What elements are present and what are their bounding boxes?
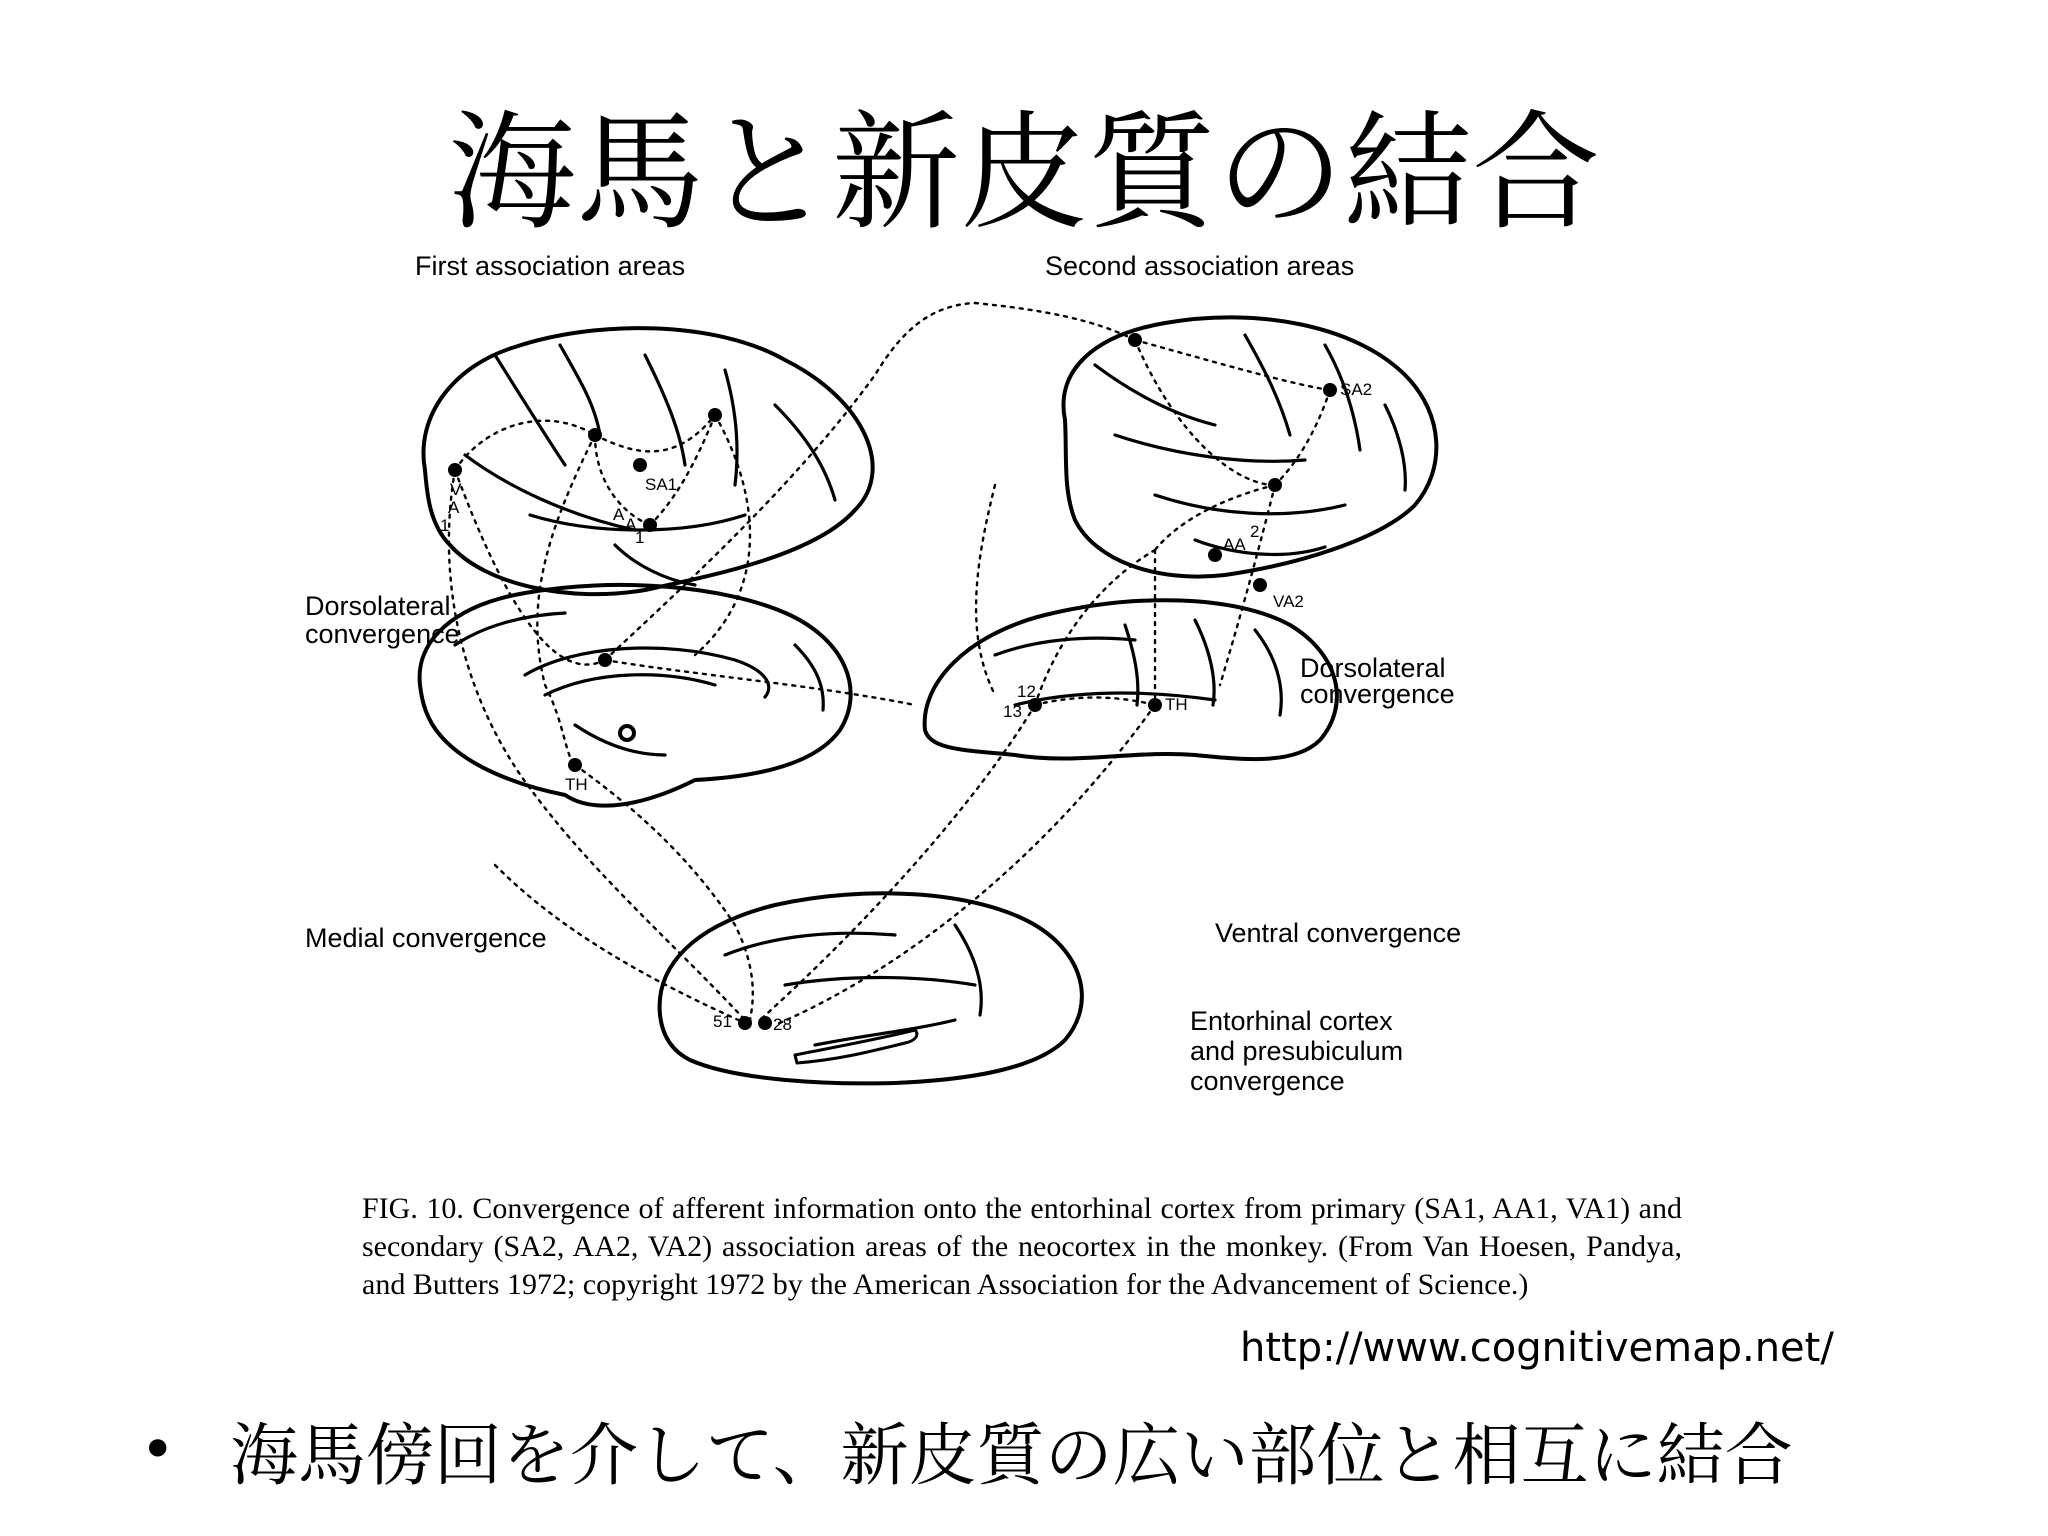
node-label-sa1: SA1: [645, 475, 678, 494]
label-dorsolateral-right-1: Dorsolateral: [1300, 653, 1446, 683]
node-label-51: 51: [713, 1012, 732, 1031]
label-dorsolateral-right-2: convergence: [1300, 679, 1455, 709]
label-entorhinal-3: convergence: [1190, 1066, 1345, 1096]
bullet-text: 海馬傍回を介して、新皮質の広い部位と相互に結合: [230, 1416, 1793, 1496]
node-label-12: 12: [1017, 682, 1036, 701]
node-label-va1-a: A: [448, 498, 460, 517]
brain-middle-right: [925, 600, 1337, 759]
label-first-association: First association areas: [415, 251, 686, 281]
bullet-item: [140, 1405, 1793, 1495]
bullet-icon: •: [140, 1415, 176, 1485]
label-entorhinal-2: and presubiculum: [1190, 1036, 1404, 1066]
slide-title: 海馬と新皮質の結合: [447, 99, 1600, 248]
node-label-th-right: TH: [1165, 695, 1188, 714]
node-label-aa2: AA: [1223, 535, 1246, 554]
node-label-13: 13: [1003, 702, 1022, 721]
label-second-association: Second association areas: [1045, 251, 1355, 281]
brain-diagram: [305, 251, 1685, 1150]
source-url: http://www.cognitivemap.net/: [1240, 1325, 1834, 1371]
node-label-28: 28: [773, 1015, 792, 1034]
node-label-aa2-sup: 2: [1250, 522, 1260, 541]
node-label-aa1-1: 1: [635, 528, 645, 547]
label-entorhinal-1: Entorhinal cortex: [1190, 1006, 1393, 1036]
node-label-aa1-a2: A: [625, 515, 637, 534]
label-dorsolateral-left-2: convergence: [305, 619, 460, 649]
figure-caption: FIG. 10. Convergence of afferent information onto the entorhinal cortex from primary (SA1, AA1, VA1) and secondary (SA2, AA2, VA2) association areas of the neocortex in the monkey. (From Van Hoesen, Pandya, and Butters 1972; copyright 1972 by the American Association for the Advancement of Science.): [362, 1192, 1682, 1301]
brain-convergence-figure: [305, 251, 1685, 1150]
node-label-sa2: SA2: [1340, 380, 1373, 399]
node-label-va2: VA2: [1273, 592, 1304, 611]
node-label-th-left: TH: [565, 775, 588, 794]
brain-middle-left: [420, 585, 851, 806]
label-ventral-convergence: Ventral convergence: [1215, 918, 1462, 948]
label-medial-convergence: Medial convergence: [305, 923, 547, 953]
brain-bottom: [660, 893, 1082, 1083]
label-dorsolateral-left-1: Dorsolateral: [305, 591, 451, 621]
node-label-va1-v: V: [450, 480, 462, 499]
node-label-aa1-a: A: [613, 505, 625, 524]
node-label-va1-1: 1: [440, 516, 450, 535]
